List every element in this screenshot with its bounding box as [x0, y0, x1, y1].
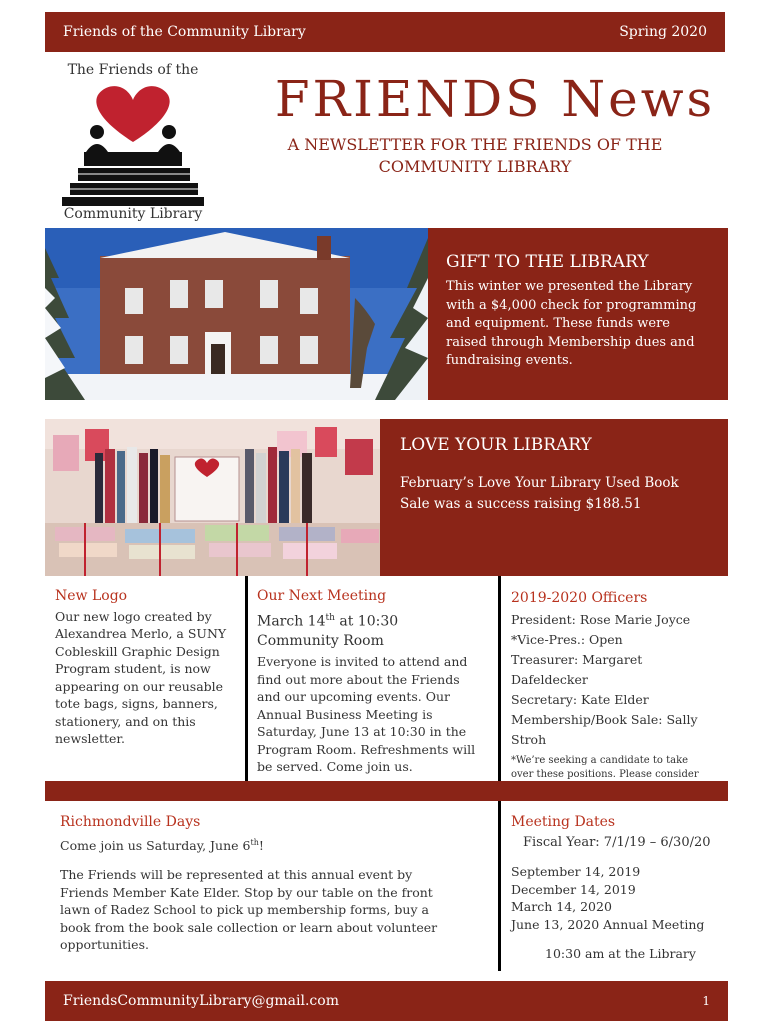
logo-bottom-text: Community Library: [63, 206, 203, 222]
meeting-date-suffix: th: [325, 612, 335, 623]
org-name: Friends of the Community Library: [63, 24, 306, 40]
newsletter-title: FRIENDS News: [274, 70, 716, 128]
invite-text: Come join us Saturday, June 6: [60, 837, 251, 853]
section-divider-band: [45, 781, 728, 801]
book-sale-photo: [45, 419, 380, 576]
officers-heading: 2019-2020 Officers: [511, 590, 648, 606]
page-number: 1: [702, 994, 710, 1008]
meeting-time: at 10:30: [334, 613, 399, 630]
meeting-date-text: March 14: [257, 613, 326, 630]
love-heading: LOVE YOUR LIBRARY: [400, 435, 592, 455]
love-your-library-panel: [380, 419, 728, 576]
column-divider: [245, 576, 248, 781]
meeting-dates-heading: Meeting Dates: [511, 814, 616, 830]
library-logo: [58, 62, 208, 228]
issue-season: Spring 2020: [619, 24, 707, 40]
meeting-date: [257, 608, 479, 632]
officers-note: *We’re seeking a candidate to take over these positions. Please consider: [511, 755, 699, 780]
officer-item: *Vice-Pres.: Open: [511, 632, 623, 647]
library-building-photo: [45, 228, 428, 400]
officer-item: Treasurer: Margaret Dafeldecker: [511, 652, 643, 687]
meeting-body: Everyone is invited to attend and find out more about the Friends and our upcoming events. Our Annual Business Meeting is Saturday, June 13 at 10:30 in the Program Room. Refreshments will be served. Come join us.: [257, 654, 476, 775]
gift-body: This winter we presented the Library with a $4,000 check for programming and equipment. These funds were raised through Membership dues and fundraising events.: [446, 279, 697, 368]
love-body: February’s Love Your Library Used Book Sale was a success raising $188.51: [400, 475, 679, 512]
newsletter-subtitle: A NEWSLETTER FOR THE FRIENDS OF THE COMMUNITY LIBRARY: [287, 135, 663, 176]
meeting-date-item: December 14, 2019: [511, 881, 636, 897]
richmondville-invite: [60, 834, 460, 855]
meeting-room: Community Room: [257, 633, 384, 650]
new-logo-section: [55, 588, 239, 748]
column-divider: [498, 801, 501, 971]
invite-suffix: th: [250, 837, 259, 847]
fiscal-year: Fiscal Year: 7/1/19 – 6/30/20: [523, 834, 711, 850]
richmondville-section: [60, 814, 460, 954]
officer-item: Membership/Book Sale: Sally Stroh: [511, 712, 698, 747]
column-divider: [498, 576, 501, 781]
officers-section: [511, 588, 711, 796]
heart-books-icon: [58, 80, 208, 206]
contact-email[interactable]: FriendsCommunityLibrary@gmail.com: [63, 993, 339, 1009]
new-logo-heading: New Logo: [55, 588, 128, 604]
logo-top-text: The Friends of the: [67, 62, 199, 78]
meeting-date-item: September 14, 2019: [511, 864, 641, 879]
meeting-dates-section: [511, 814, 716, 963]
meeting-location: 10:30 am at the Library: [545, 946, 696, 961]
footer-bar: [45, 981, 728, 1021]
header-bar: [45, 12, 725, 52]
meeting-date-item: June 13, 2020 Annual Meeting: [511, 916, 705, 932]
richmondville-heading: Richmondville Days: [60, 814, 201, 830]
meeting-date-item: March 14, 2020: [511, 899, 612, 914]
gift-to-library-panel: [428, 228, 728, 400]
gift-heading: GIFT TO THE LIBRARY: [446, 252, 649, 272]
officer-item: President: Rose Marie Joyce: [511, 612, 691, 627]
officer-item: Secretary: Kate Elder: [511, 692, 649, 707]
richmondville-body: The Friends will be represented at this annual event by Friends Member Kate Elder. Stop by our table on the front lawn of Radez School to pick up membership forms, buy a book from the book sale collection or learn about volunteer opportunities.: [60, 867, 438, 953]
new-logo-body: Our new logo created by Alexandrea Merlo, a SUNY Cobleskill Graphic Design Program student, is now appearing on our reusable tote bags, signs, banners, stationery, and on this newsletter.: [55, 608, 227, 746]
next-meeting-section: [257, 588, 479, 776]
invite-end: !: [258, 837, 264, 853]
meeting-heading: Our Next Meeting: [257, 588, 387, 604]
